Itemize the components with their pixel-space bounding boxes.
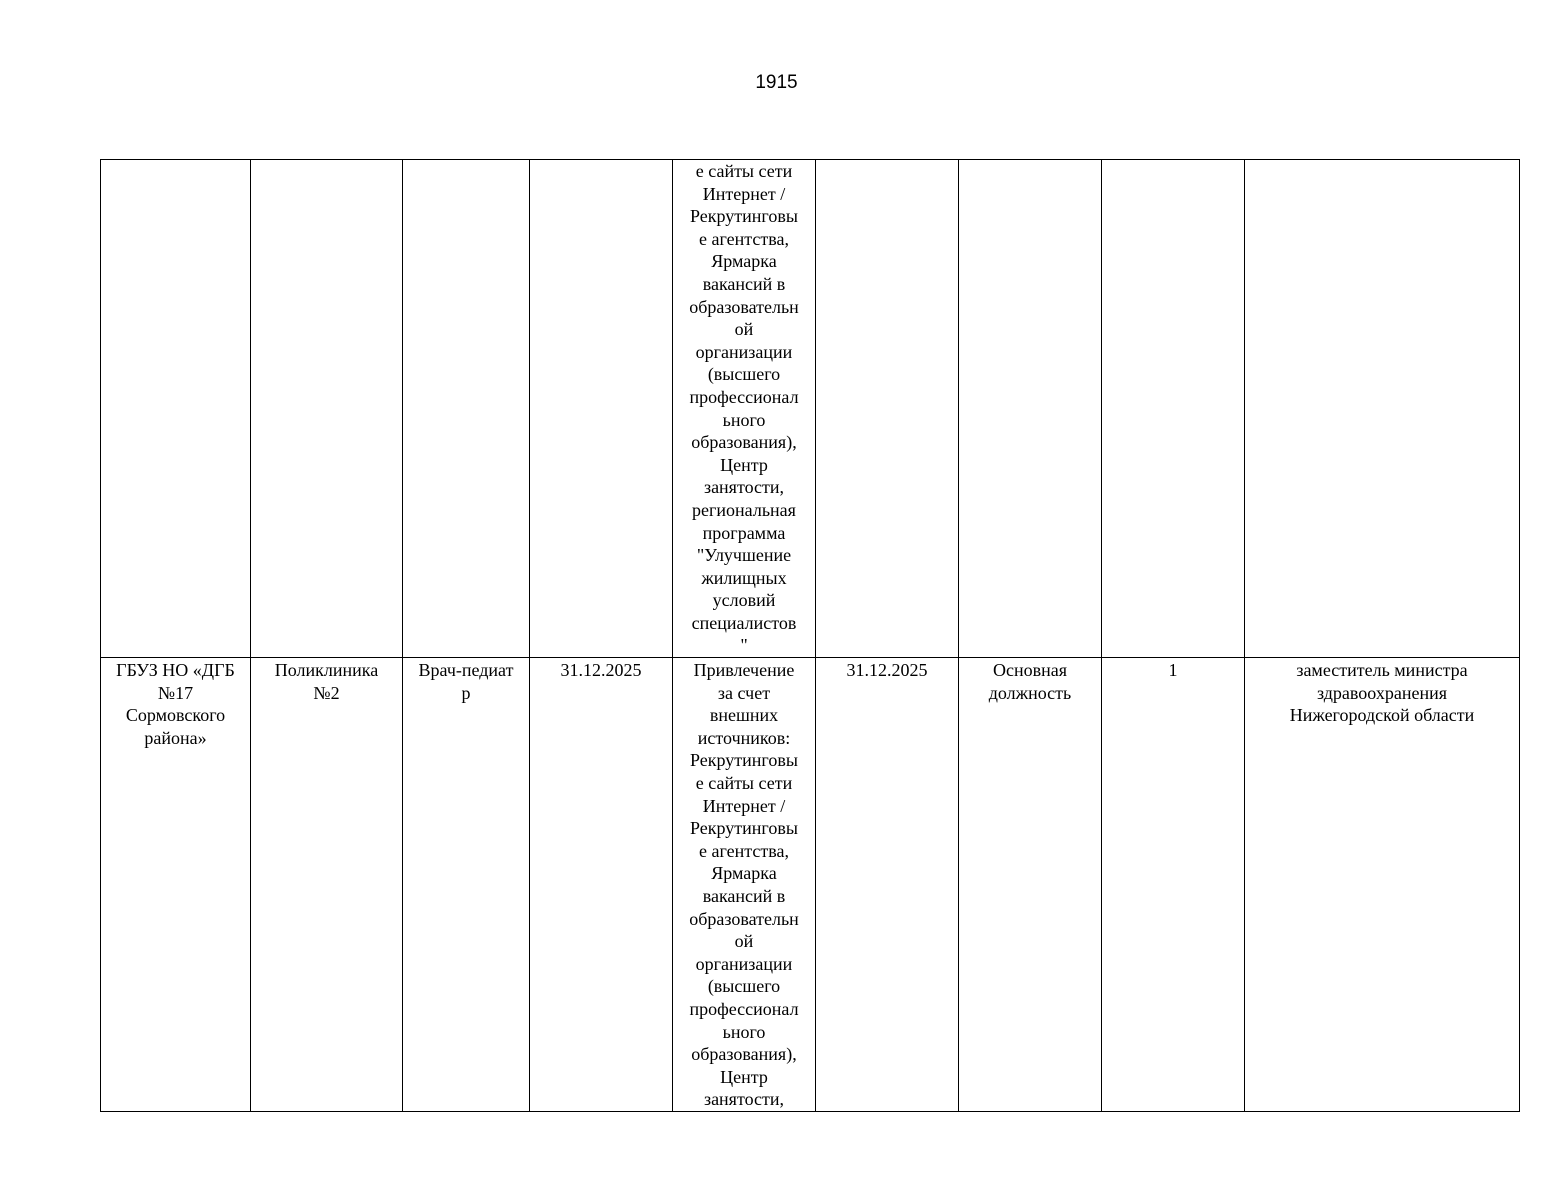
responsible-text: заместитель министра здравоохранения Нижегородской области [1289, 660, 1475, 726]
position-cell [403, 160, 530, 658]
responsible-cell [1245, 658, 1520, 1112]
table-row [101, 160, 1520, 658]
count-text: 1 [1168, 660, 1178, 681]
organization-cell [101, 160, 251, 658]
position-type-cell [959, 160, 1102, 658]
responsible-cell [1245, 160, 1520, 658]
position-type-text: Основная должность [988, 660, 1072, 703]
organization-cell [101, 658, 251, 1112]
division-cell [251, 160, 403, 658]
date-cell [816, 160, 959, 658]
deadline-cell [530, 160, 673, 658]
division-text: Поликлиника №2 [274, 660, 379, 703]
date-text: 31.12.2025 [846, 660, 928, 681]
sources-cell [673, 160, 816, 658]
sources-text: е сайты сети Интернет / Рекрутинговы е агентства, Ярмарка вакансий в образовательн ой организации (высшего профессионал ьного образования), Центр занятости, региональная программа "Улучшение жилищных условий специалистов " [689, 161, 799, 656]
position-type-cell [959, 658, 1102, 1112]
count-cell [1102, 160, 1245, 658]
sources-cell [673, 658, 816, 1112]
division-cell [251, 658, 403, 1112]
deadline-text: 31.12.2025 [560, 660, 642, 681]
date-cell [816, 658, 959, 1112]
count-cell [1102, 658, 1245, 1112]
page-number: 1915 [755, 72, 798, 93]
position-cell [403, 658, 530, 1112]
sources-text: Привлечение за счет внешних источников: Рекрутинговы е сайты сети Интернет / Рекрутинговы е агентства, Ярмарка вакансий в образовательн ой организации (высшего профессионал ьного образования), Центр занятости, [689, 660, 799, 1110]
staffing-table [100, 159, 1520, 1112]
organization-text: ГБУЗ НО «ДГБ №17 Сормовского района» [116, 660, 235, 748]
deadline-cell [530, 658, 673, 1112]
position-text: Врач-педиат р [418, 660, 514, 703]
table-row [101, 658, 1520, 1112]
